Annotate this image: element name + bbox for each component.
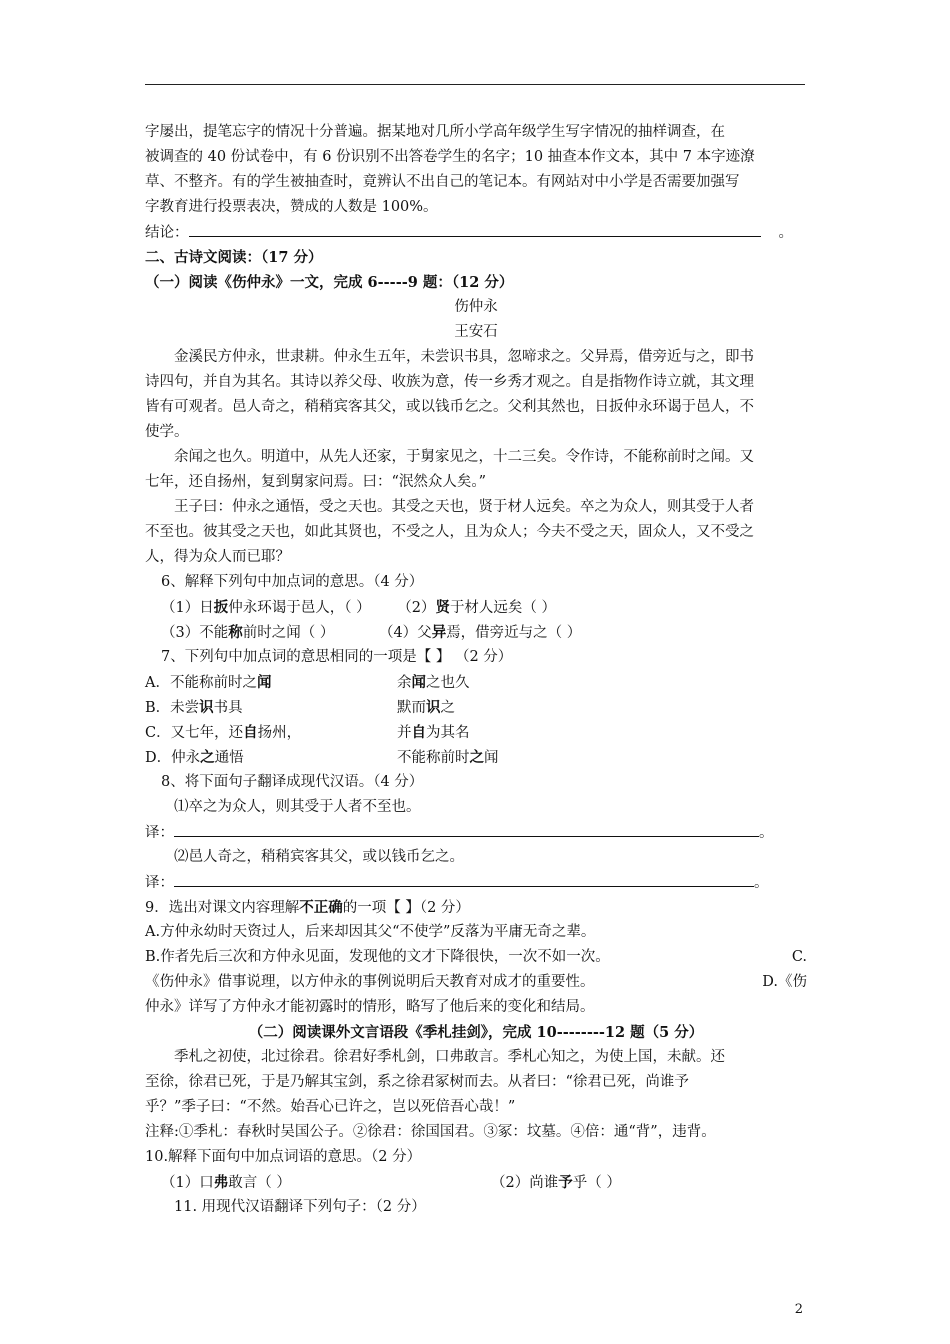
question-6-row [145,595,807,620]
q6-item [161,625,334,641]
dotted-word: 称 [228,624,243,641]
dotted-word: 弗 [213,1174,229,1191]
q6-item-text: （2） [397,600,436,616]
section-heading: 二、古诗文阅读：（17 分） [145,249,323,266]
q7-text: 之也久 [426,675,470,691]
translation-blank[interactable] [174,870,754,887]
intro-line: 被调查的 40 份试卷中，有 6 份识别不出答卷学生的名字；10 抽查本作文本，其中 7 本字迹潦 [145,149,755,165]
passage-line: 七年，还自扬州，复到舅家问焉。曰：“泯然众人矣。” [145,474,487,490]
intro-line: 草、不整齐。有的学生被抽查时，竟辨认不出自己的笔记本。有网站对中小学是否需要加强写 [145,174,740,190]
question-8-stem: 8、将下面句子翻译成现代汉语。（4 分） [161,774,424,790]
dotted-word: 闻 [411,674,426,691]
q7-text: 之 [440,700,455,716]
passage-line: 皆有可观者。邑人奇之，稍稍宾客其父，或以钱币乞之。父利其然也，日扳仲永环谒于邑人，不 [145,399,754,415]
dotted-word: 识 [199,699,214,716]
passage-line: 使学。 [145,424,189,440]
q7-option [145,695,807,720]
conclusion-end: 。 [778,225,793,241]
q6-item-text: （3）不能 [161,625,229,641]
q6-item-text: 仲永环谒于邑人，（ ） [228,600,371,616]
intro-line: 字教育进行投票表决，赞成的人数是 100%。 [145,199,438,215]
passage-line: 余闻之也久。明道中，从先人还家，于舅家见之，十二三矣。令作诗，不能称前时之闻。又 [174,449,754,465]
q7-text: B．未尝 [145,700,200,716]
part1-heading: （一）阅读《伤仲永》一文，完成 6-----9 题：（12 分） [145,274,514,291]
q7-text: 闻 [484,750,499,766]
q6-item [339,625,581,641]
dotted-word: 闻 [256,674,272,691]
q9-text: 《伤仲永》借事说理，以方仲永的事例说明后天教育对成才的重要性。 [145,974,595,990]
notes-line: 注释:①季札：春秋时吴国公子。②徐君：徐国国君。③冢：坟墓。④倍：通“背”，违背。 [145,1124,716,1140]
q7-text: 不能称前时 [397,750,470,766]
q6-item-text: （4）父 [378,625,432,641]
translate-end: 。 [754,875,769,891]
question-9-stem [145,895,807,920]
q9-option [145,970,807,995]
q7-text: A．不能称前时之 [145,675,257,691]
question-11-stem: 11. 用现代汉语翻译下列句子：（2 分） [174,1199,426,1215]
q9-text: D.《伤 [762,974,807,990]
question-6-stem: 6、解释下列句中加点词的意思。（4 分） [161,574,424,590]
q8-sentence: ⑴卒之为众人，则其受于人者不至也。 [174,799,421,815]
dotted-word: 扳 [213,599,229,616]
q10-text: 乎（ ） [572,1175,621,1191]
dotted-word: 识 [426,699,441,716]
passage-line: 诗四句，并自为其名。其诗以养父母、收族为意，传一乡秀才观之。自是指物作诗立就，其文理 [145,374,754,390]
dotted-word: 贤 [435,599,450,616]
dotted-word: 予 [558,1174,573,1191]
translation-blank[interactable] [174,820,759,837]
passage-author: 王安石 [454,324,498,340]
q7-option [145,745,807,770]
q7-text: 书具 [213,700,243,716]
passage2-line: 至徐，徐君已死，于是乃解其宝剑，系之徐君冢树而去。从者曰：“徐君已死，尚谁予 [145,1074,689,1090]
q10-text: （2）尚谁 [491,1175,559,1191]
q7-text: D．仲永 [145,750,201,766]
conclusion-label: 结论： [145,225,189,241]
q7-text: 余 [397,675,412,691]
intro-line: 字屡出，提笔忘字的情况十分普遍。据某地对几所小学高年级学生写字情况的抽样调查，在 [145,124,725,140]
q6-item [375,600,556,616]
q8-translation-line [145,870,807,895]
translate-label: 译： [145,825,174,841]
header-rule [145,84,805,85]
question-7-stem: 7、下列句中加点词的意思相同的一项是【 】 （2 分） [161,649,513,665]
q6-item-text: 前时之闻（ ） [242,625,335,641]
document-page [145,120,807,1220]
q9-option [145,945,807,970]
q9-text: B.作者先后三次和方仲永见面，发现他的文才下降很快，一次不如一次。 [145,949,610,965]
conclusion-answer-blank[interactable] [189,220,761,237]
q7-option [145,670,807,695]
q8-translation-line [145,820,807,845]
q9-option: 仲永》详写了方仲永才能初露时的情形，略写了他后来的变化和结局。 [145,999,595,1015]
dotted-word: 之 [469,749,484,766]
q7-text: 为其名 [426,725,470,741]
passage-line: 王子曰：仲永之通悟，受之天也。其受之天也，贤于材人远矣。卒之为众人，则其受于人者 [174,499,754,515]
passage-line: 人，得为众人而已耶？ [145,549,290,565]
q6-item-text: 焉，借旁近与之（ ） [446,625,582,641]
passage-line: 不至也。彼其受之天也，如此其贤也，不受之人，且为众人；今夫不受之天，固众人，又不受之 [145,524,754,540]
passage-line: 金溪民方仲永，世隶耕。仲永生五年，未尝识书具，忽啼求之。父异焉，借旁近与之，即书 [174,349,754,365]
passage-title: 伤仲永 [454,299,498,315]
q10-text: （1）口 [161,1175,214,1191]
dotted-word: 自 [411,724,426,741]
dotted-word: 之 [200,749,215,766]
q6-item-text: （1）日 [161,600,214,616]
q7-text: 并 [397,725,412,741]
q6-item [161,600,371,616]
passage2-line: 乎？”季子曰：“不然。始吾心已许之，岂以死倍吾心哉！” [145,1099,516,1115]
conclusion-line [145,220,807,245]
q10-text: 敢言（ ） [228,1175,291,1191]
question-6-row [145,620,807,645]
page-number: 2 [794,1302,803,1317]
question-10-stem: 10.解释下面句中加点词语的意思。（2 分） [145,1149,422,1165]
translate-label: 译： [145,875,174,891]
translate-end: 。 [759,825,774,841]
part2-heading: （二）阅读课外文言语段《季札挂剑》，完成 10--------12 题（5 分） [248,1024,704,1041]
q9-text: C. [791,949,807,965]
q8-sentence: ⑵邑人奇之，稍稍宾客其父，或以钱币乞之。 [174,849,464,865]
dotted-word: 自 [243,724,258,741]
q7-text: C．又七年，还 [145,725,244,741]
q9-text: 的一项【 】（2 分） [342,900,470,916]
q9-option: A.方仲永幼时天资过人，后来却因其父“不使学”反落为平庸无奇之辈。 [145,924,596,940]
q7-text: 通悟 [214,750,244,766]
q7-option [145,720,807,745]
q6-item-text: 于材人远矣（ ） [449,600,557,616]
passage2-line: 季札之初使，北过徐君。徐君好季札剑，口弗敢言。季札心知之，为使上国，未献。还 [174,1049,725,1065]
q9-text: 9．选出对课文内容理解 [145,900,300,916]
q7-text: 默而 [397,700,426,716]
dotted-word: 不正确 [299,899,343,916]
dotted-word: 异 [431,624,447,641]
question-10-row [145,1170,807,1195]
q7-text: 扬州， [257,725,302,741]
